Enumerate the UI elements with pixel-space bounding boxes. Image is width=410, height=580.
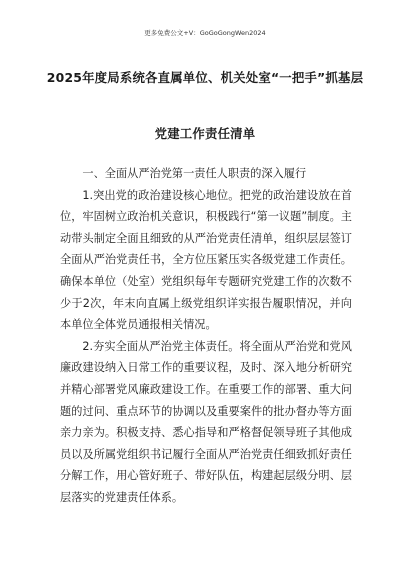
- header-note: 更多免费公文+V：GoGoGongWen2024: [144, 29, 266, 37]
- paragraph-item-1: 1.突出党的政治建设核心地位。把党的政治建设放在首位，牢固树立政治机关意识，积极践行“第一议题”制度。主动带头制定全面且细致的从严治党责任清单，组织层层签订全面从严治党责任书，全方位压紧压实各级党建工作责任。确保本单位（处室）党组织每年专题研究党建工作的次数不少于2次，年末向直属上级党组织详实报告履职情况，并向本单位全体党员通报相关情况。: [60, 188, 352, 332]
- document-title-line1: 2025年度局系统各直属单位、机关处室“一把手”抓基层: [46, 70, 364, 85]
- document-body: [60, 163, 352, 509]
- paragraph-item-2: 2.夯实全面从严治党主体责任。将全面从严治党和党风廉政建设纳入日常工作的重要议程，及时、深入地分析研究并精心部署党风廉政建设工作。在重要工作的部署、重大问题的过问、重点环节的协调以及重要案件的批办督办等方面亲力亲为。积极支持、悉心指导和严格督促领导班子其他成员以及所属党组织书记履行全面从严治党责任细致抓好责任分解工作，用心管好班子、带好队伍，构建起层级分明、层层落实的党建责任体系。: [60, 339, 352, 504]
- section-heading: 一、全面从严治党第一责任人职责的深入履行: [82, 167, 307, 180]
- document-title-line2: 党建工作责任清单: [154, 126, 256, 141]
